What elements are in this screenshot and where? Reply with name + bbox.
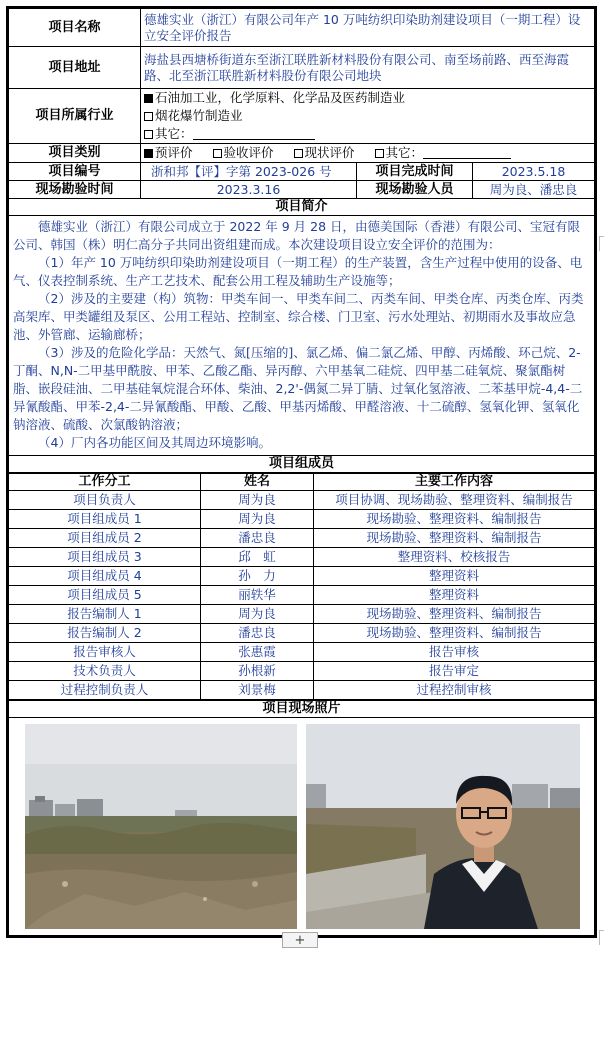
industry-option-fireworks[interactable]: 烟花爆竹制造业 — [144, 107, 591, 125]
member-work: 项目协调、现场勘验、整理资料、编制报告 — [314, 491, 595, 510]
intro-text — [9, 216, 595, 456]
checkbox-empty-icon — [144, 130, 153, 139]
member-role: 项目组成员 4 — [9, 567, 201, 586]
intro-paragraph: 德雄实业（浙江）有限公司成立于 2022 年 9 月 28 日，由德美国际（香港）有限公司、宝冠有限公司、韩国（株）明仁高分子共同出资组建而成。本次建设项目设立安全评价的范围为： — [13, 219, 581, 252]
members-table — [8, 473, 595, 700]
member-name: 邱 虹 — [201, 548, 314, 567]
project-address-label: 项目地址 — [9, 47, 141, 89]
member-work: 现场勘验、整理资料、编制报告 — [314, 605, 595, 624]
member-role: 项目负责人 — [9, 491, 201, 510]
member-row — [9, 662, 595, 681]
member-work: 整理资料 — [314, 586, 595, 605]
project-info-table — [8, 8, 595, 473]
members-section-title: 项目组成员 — [9, 456, 595, 473]
survey-time-value: 2023.3.16 — [141, 181, 357, 199]
checkbox-empty-icon — [294, 149, 303, 158]
intro-paragraph: （4）厂内各功能区间及其周边环境影响。 — [38, 435, 271, 450]
industry-option-chemical[interactable]: 石油加工业，化学原料、化学品及医药制造业 — [144, 89, 591, 107]
complete-time-value: 2023.5.18 — [473, 163, 595, 181]
site-photo-inspector-image — [306, 724, 580, 929]
member-role: 技术负责人 — [9, 662, 201, 681]
member-row — [9, 510, 595, 529]
members-header-work: 主要工作内容 — [314, 474, 595, 491]
member-work: 现场勘验、整理资料、编制报告 — [314, 529, 595, 548]
members-header-name: 姓名 — [201, 474, 314, 491]
member-name: 周为良 — [201, 605, 314, 624]
page-edge-marker — [599, 930, 604, 945]
site-photo-field-image — [25, 724, 297, 929]
checkbox-empty-icon — [213, 149, 222, 158]
member-role: 项目组成员 1 — [9, 510, 201, 529]
member-work: 过程控制审核 — [314, 681, 595, 700]
other-blank-line — [423, 147, 511, 159]
members-header-role: 工作分工 — [9, 474, 201, 491]
member-name: 丽轶华 — [201, 586, 314, 605]
site-photo-inspector — [306, 724, 580, 929]
photos-section-title: 项目现场照片 — [9, 701, 595, 718]
project-name-value: 德雄实业（浙江）有限公司年产 10 万吨纺织印染助剂建设项目（一期工程）设立安全评价报告 — [141, 9, 595, 47]
industry-option-other[interactable]: 其它： — [144, 125, 591, 143]
member-name: 张惠霞 — [201, 643, 314, 662]
other-blank-line — [193, 128, 315, 140]
member-work: 现场勘验、整理资料、编制报告 — [314, 624, 595, 643]
intro-section-title: 项目简介 — [9, 199, 595, 216]
member-name: 周为良 — [201, 510, 314, 529]
member-work: 整理资料、校核报告 — [314, 548, 595, 567]
member-role: 报告审核人 — [9, 643, 201, 662]
intro-paragraph: （2）涉及的主要建（构）筑物：甲类车间一、甲类车间二、丙类车间、甲类仓库、丙类仓库、丙类高架库、甲类罐组及泵区、公用工程站、控制室、综合楼、门卫室、污水处理站、初期雨水及事故应急池、外管廊、运输廊桥； — [13, 291, 584, 342]
member-row — [9, 529, 595, 548]
complete-time-label: 项目完成时间 — [357, 163, 473, 181]
member-role: 项目组成员 5 — [9, 586, 201, 605]
survey-staff-value: 周为良、潘忠良 — [473, 181, 595, 199]
member-role: 过程控制负责人 — [9, 681, 201, 700]
checkbox-empty-icon — [144, 112, 153, 121]
project-industry-label: 项目所属行业 — [9, 89, 141, 144]
member-work: 报告审定 — [314, 662, 595, 681]
project-category-label: 项目类别 — [9, 144, 141, 163]
member-work: 报告审核 — [314, 643, 595, 662]
member-row — [9, 491, 595, 510]
member-role: 报告编制人 1 — [9, 605, 201, 624]
intro-paragraph: （3）涉及的危险化学品：天然气、氮[压缩的]、氯乙烯、偏二氯乙烯、甲醇、丙烯酸、环己烷、2-丁酮、N,N-二甲基甲酰胺、甲苯、乙酸乙酯、异丙醇、六甲基氧二硅烷、四甲基二硅氧烷、聚氯酯树脂、嵌段硅油、二甲基硅氧烷混合环体、柴油、2,2'-偶氮二异丁腈、过氧化氢溶液、二苯基甲烷-4,4-二异氰酸酯、甲苯-2,4-二异氰酸酯、甲酸、乙酸、甲基丙烯酸、甲醛溶液、十二硫醇、氢氧化钾、氢氧化钠溶液、硫酸、次氯酸钠溶液； — [13, 345, 583, 432]
member-role: 项目组成员 2 — [9, 529, 201, 548]
member-role: 报告编制人 2 — [9, 624, 201, 643]
project-address-value: 海盐县西塘桥街道东至浙江联胜新材料股份有限公司、南至场前路、西至海霞路、北至浙江联胜新材料股份有限公司地块 — [141, 47, 595, 89]
survey-staff-label: 现场勘验人员 — [357, 181, 473, 199]
project-name-label: 项目名称 — [9, 9, 141, 47]
checkbox-checked-icon — [144, 94, 153, 103]
member-name: 周为良 — [201, 491, 314, 510]
project-number-label: 项目编号 — [9, 163, 141, 181]
intro-paragraph: （1）年产 10 万吨纺织印染助剂建设项目（一期工程）的生产装置，含生产过程中使用的设备、电气、仪表控制系统、生产工艺技术、配套公用工程及辅助生产设施等； — [13, 255, 583, 288]
photos-table — [8, 700, 595, 936]
member-name: 刘景梅 — [201, 681, 314, 700]
member-row — [9, 643, 595, 662]
member-row — [9, 681, 595, 700]
evaluation-info-form — [6, 6, 597, 938]
add-button[interactable]: + — [282, 932, 318, 948]
member-name: 孙根新 — [201, 662, 314, 681]
member-row — [9, 567, 595, 586]
page-edge-marker — [599, 236, 604, 251]
category-option-status[interactable]: 现状评价 — [294, 145, 355, 160]
member-role: 项目组成员 3 — [9, 548, 201, 567]
category-option-acceptance[interactable]: 验收评价 — [213, 145, 274, 160]
member-row — [9, 605, 595, 624]
member-row — [9, 548, 595, 567]
member-work: 现场勘验、整理资料、编制报告 — [314, 510, 595, 529]
member-row — [9, 624, 595, 643]
checkbox-empty-icon — [375, 149, 384, 158]
member-name: 孙 力 — [201, 567, 314, 586]
photos-cell — [9, 718, 595, 936]
member-name: 潘忠良 — [201, 624, 314, 643]
member-name: 潘忠良 — [201, 529, 314, 548]
checkbox-checked-icon — [144, 149, 153, 158]
member-work: 整理资料 — [314, 567, 595, 586]
category-option-pre[interactable]: 预评价 — [144, 145, 193, 160]
survey-time-label: 现场勘验时间 — [9, 181, 141, 199]
site-photo-field — [25, 724, 297, 929]
category-option-other[interactable]: 其它： — [375, 145, 512, 160]
project-number-value: 浙和邦【评】字第 2023-026 号 — [141, 163, 357, 181]
member-row — [9, 586, 595, 605]
